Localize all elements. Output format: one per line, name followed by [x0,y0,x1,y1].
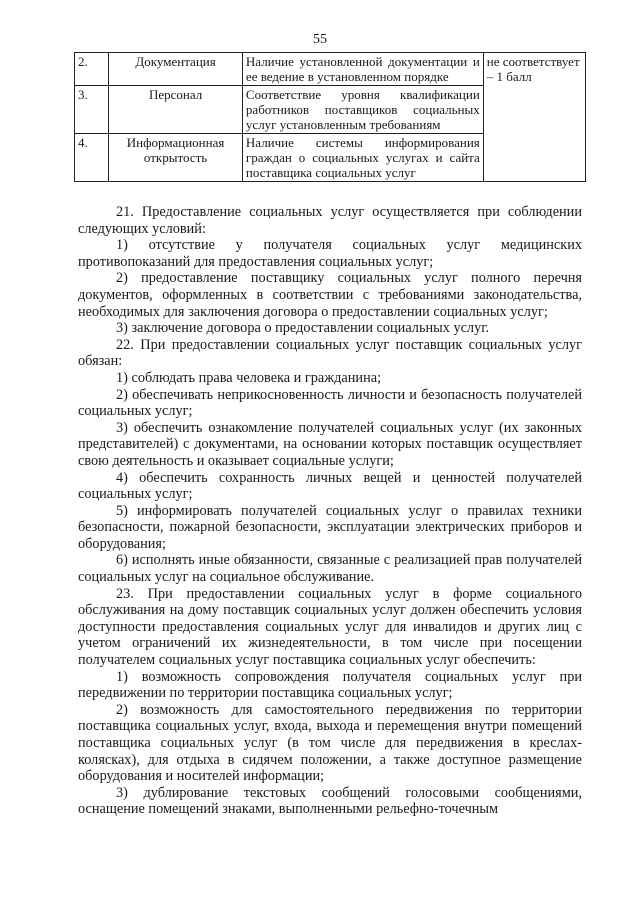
row-number: 3. [75,86,109,134]
score-cell: не соответствует – 1 балл [483,53,585,86]
criteria-table [74,52,586,182]
paragraph: 22. При предоставлении социальных услуг поставщик социальных услуг обязан: [78,336,582,370]
table-row [75,134,586,182]
table-row [75,53,586,86]
criterion-name: Персонал [109,86,243,134]
score-cell-empty [483,134,585,182]
paragraph: 6) исполнять иные обязанности, связанные с реализацией прав получателей социальных услуг на социальное обслуживание. [78,552,582,586]
paragraph: 2) предоставление поставщику социальных услуг полного перечня документов, оформленных в соответствии с требованиями законодательства, необходимых для заключения договора о предоставлении социальных услуг; [78,270,582,320]
document-body [78,204,582,818]
paragraph: 5) информировать получателей социальных услуг о правилах техники безопасности, пожарной безопасности, эксплуатации электрических приборов и оборудования; [78,502,582,552]
paragraph: 4) обеспечить сохранность личных вещей и ценностей получателей социальных услуг; [78,469,582,503]
row-number: 4. [75,134,109,182]
criterion-name: Документация [109,53,243,86]
paragraph: 21. Предоставление социальных услуг осуществляется при соблюдении следующих условий: [78,204,582,237]
paragraph: 1) соблюдать права человека и гражданина; [116,369,382,386]
score-cell-empty [483,86,585,134]
paragraph: 3) заключение договора о предоставлении социальных услуг. [116,320,490,337]
criterion-requirement: Наличие установленной документации и ее ведение в установленном порядке [242,53,483,86]
paragraph: 1) отсутствие у получателя социальных услуг медицинских противопоказаний для предоставления социальных услуг; [78,237,582,270]
criterion-name: Информационная открытость [109,134,243,182]
paragraph: 3) обеспечить ознакомление получателей социальных услуг (их законных представителей) с документами, на основании которых поставщик осуществляет свою деятельность и оказывает социальные услуги; [78,419,582,469]
row-number: 2. [75,53,109,86]
table-row [75,86,586,134]
page-number: 55 [313,32,327,47]
paragraph: 1) возможность сопровождения получателя социальных услуг при передвижении по территории поставщика социальных услуг; [78,668,582,702]
paragraph: 3) дублирование текстовых сообщений голосовыми сообщениями, оснащение помещений знаками, выполненными рельефно-точечным [78,784,582,818]
paragraph: 2) обеспечивать неприкосновенность личности и безопасность получателей социальных услуг; [78,386,582,420]
criterion-requirement: Соответствие уровня квалификации работников поставщиков социальных услуг установленным требованиям [242,86,483,134]
criterion-requirement: Наличие системы информирования граждан о социальных услугах и сайта поставщика социальных услуг [242,134,483,182]
paragraph: 23. При предоставлении социальных услуг в форме социального обслуживания на дому поставщик социальных услуг должен обеспечить условия доступности предоставления социальных услуг для инвалидов и других лиц с учетом ограничений их жизнедеятельности, в том числе при посещении получателем социальных услуг поставщика социальных услуг обеспечить: [78,585,582,669]
paragraph: 2) возможность для самостоятельного передвижения по территории поставщика социальных услуг, входа, выхода и перемещения внутри помещений поставщика социальных услуг (в том числе для передвижения в креслах-колясках), для отдыха в сидячем положении, а также доступное размещение оборудования и носителей информации; [78,701,582,785]
